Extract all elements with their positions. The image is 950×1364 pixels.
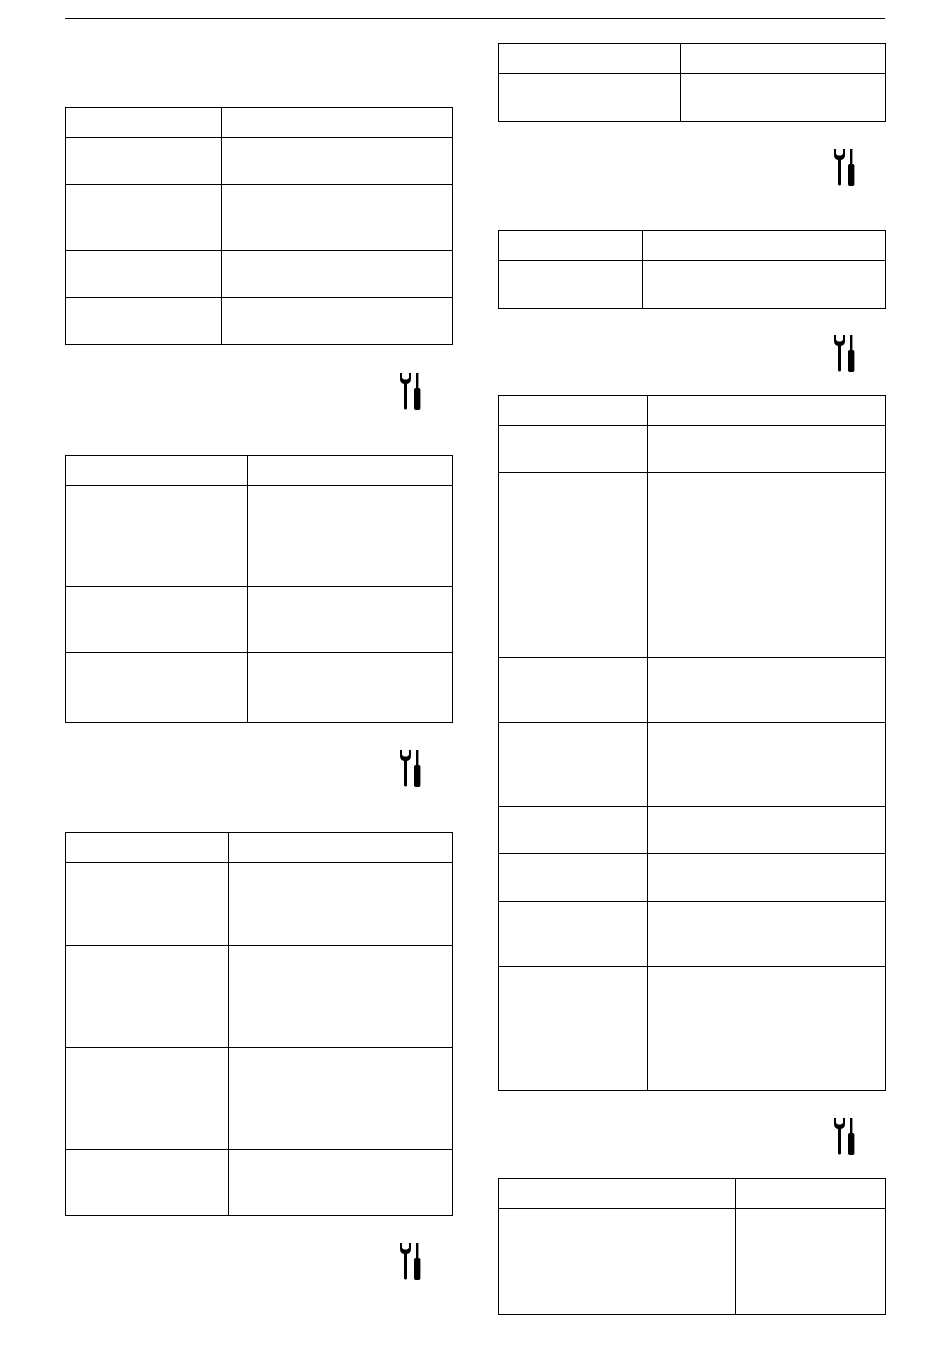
wrench-screwdriver-glyph [398, 372, 424, 410]
table-row [499, 1209, 886, 1315]
table-header-cell [66, 833, 229, 863]
tools-icon [832, 148, 858, 186]
table-cell [248, 653, 453, 723]
table-2 [65, 455, 453, 723]
table-cell [499, 261, 643, 309]
table-4 [498, 43, 886, 122]
table-cell [222, 185, 453, 251]
table-cell [736, 1209, 886, 1315]
table-cell [499, 74, 681, 122]
tools-icon [398, 749, 424, 787]
table-row [499, 854, 886, 902]
table-header-cell [643, 231, 886, 261]
table-cell [66, 298, 222, 345]
table-header-row [66, 108, 453, 138]
table-header-row [66, 456, 453, 486]
table-cell [222, 138, 453, 185]
table-row [66, 298, 453, 345]
table-header-row [499, 231, 886, 261]
table-cell [248, 587, 453, 653]
table-cell [499, 1209, 736, 1315]
table-header-row [499, 44, 886, 74]
table-header-cell [499, 44, 681, 74]
table-header-row [499, 396, 886, 426]
table-cell [248, 486, 453, 587]
tools-icon [832, 334, 858, 372]
table-cell [499, 967, 648, 1091]
table-header-cell [499, 1179, 736, 1209]
table-row [499, 807, 886, 854]
wrench-screwdriver-glyph [398, 1242, 424, 1280]
table-header-cell [66, 456, 248, 486]
table-header-cell [648, 396, 886, 426]
table-cell [648, 723, 886, 807]
wrench-screwdriver-glyph [398, 749, 424, 787]
table-row [499, 74, 886, 122]
tools-icon [398, 1242, 424, 1280]
table-header-cell [222, 108, 453, 138]
table-header-cell [66, 108, 222, 138]
table-cell [66, 863, 229, 946]
table-5 [498, 230, 886, 309]
table-row [66, 251, 453, 298]
table-row [66, 486, 453, 587]
table-7 [498, 1178, 886, 1315]
tools-icon [398, 372, 424, 410]
table-cell [499, 723, 648, 807]
table-cell [499, 473, 648, 658]
wrench-screwdriver-glyph [832, 148, 858, 186]
table-row [66, 1150, 453, 1216]
table-cell [648, 967, 886, 1091]
table-cell [643, 261, 886, 309]
table-cell [499, 854, 648, 902]
table-row [66, 587, 453, 653]
table-row [499, 723, 886, 807]
table-cell [222, 251, 453, 298]
table-cell [648, 807, 886, 854]
table-header-cell [681, 44, 886, 74]
table-6 [498, 395, 886, 1091]
table-header-cell [248, 456, 453, 486]
table-header-row [499, 1179, 886, 1209]
table-cell [229, 1150, 453, 1216]
table-row [499, 967, 886, 1091]
table-cell [66, 251, 222, 298]
table-cell [648, 473, 886, 658]
table-cell [66, 185, 222, 251]
table-header-row [66, 833, 453, 863]
table-row [66, 185, 453, 251]
table-cell [229, 1048, 453, 1150]
table-row [499, 473, 886, 658]
table-row [499, 261, 886, 309]
table-cell [66, 587, 248, 653]
table-cell [648, 658, 886, 723]
wrench-screwdriver-glyph [832, 1117, 858, 1155]
table-row [499, 902, 886, 967]
table-row [499, 658, 886, 723]
table-header-cell [499, 396, 648, 426]
table-header-cell [499, 231, 643, 261]
table-cell [681, 74, 886, 122]
table-cell [66, 1048, 229, 1150]
table-cell [229, 863, 453, 946]
table-row [66, 653, 453, 723]
table-header-cell [736, 1179, 886, 1209]
table-cell [648, 426, 886, 473]
table-cell [499, 426, 648, 473]
table-cell [66, 653, 248, 723]
table-cell [648, 902, 886, 967]
table-cell [222, 298, 453, 345]
table-cell [66, 486, 248, 587]
top-rule [65, 18, 885, 19]
table-cell [499, 902, 648, 967]
table-cell [499, 807, 648, 854]
table-cell [229, 946, 453, 1048]
table-cell [66, 946, 229, 1048]
table-row [66, 946, 453, 1048]
wrench-screwdriver-glyph [832, 334, 858, 372]
tools-icon [832, 1117, 858, 1155]
table-cell [499, 658, 648, 723]
table-cell [66, 1150, 229, 1216]
table-3 [65, 832, 453, 1216]
table-cell [648, 854, 886, 902]
table-row [499, 426, 886, 473]
table-row [66, 138, 453, 185]
table-row [66, 863, 453, 946]
table-cell [66, 138, 222, 185]
table-1 [65, 107, 453, 345]
table-row [66, 1048, 453, 1150]
table-header-cell [229, 833, 453, 863]
